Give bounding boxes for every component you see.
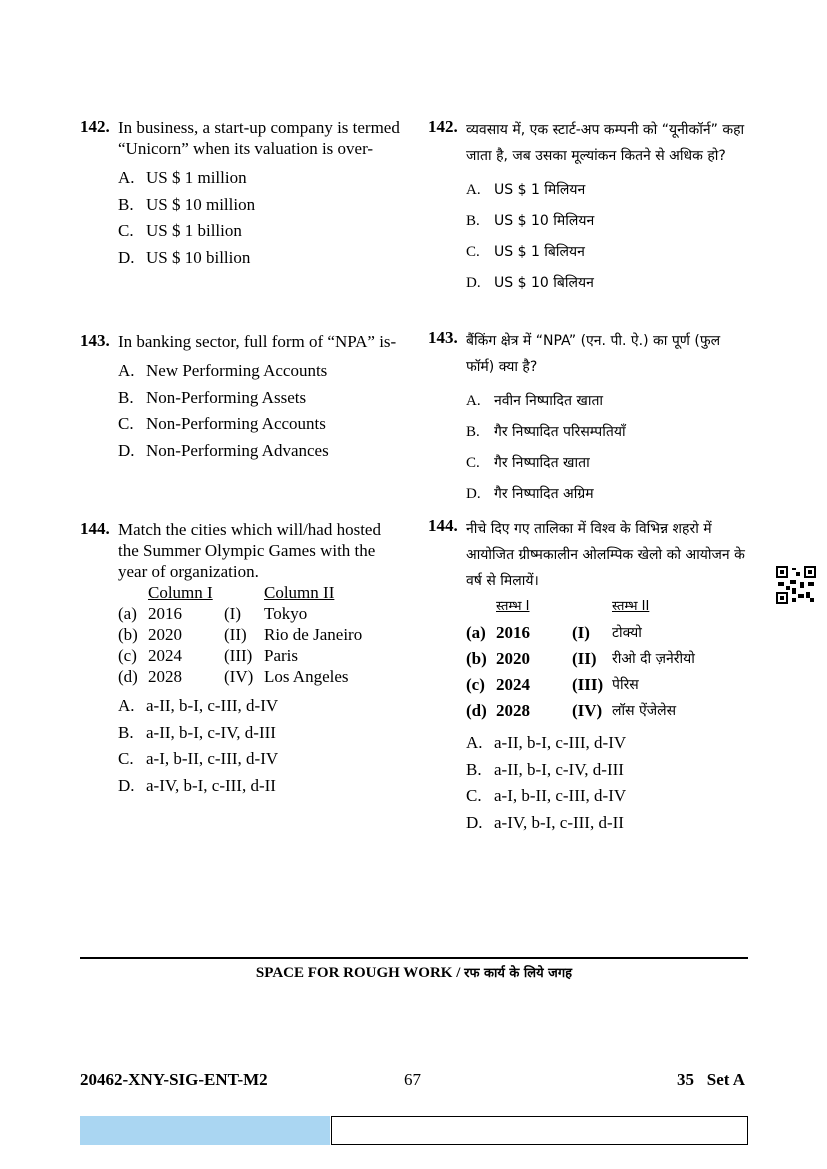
- question-text: व्यवसाय में, एक स्टार्ट-अप कम्पनी को “यूनीकॉर्न” कहा जाता है, जब उसका मूल्यांकन कितने से अधिक हो?: [466, 122, 745, 164]
- question-144-en: [80, 519, 400, 799]
- table-row: (d) 2028 (IV) Los Angeles: [118, 667, 349, 686]
- question-142-en: [80, 117, 400, 271]
- option-c[interactable]: C. US $ 1 बिलियन: [466, 244, 585, 260]
- divider: [80, 957, 748, 959]
- table-row: (c) 2024 (III) पेरिस: [466, 675, 639, 694]
- table-row: (a) 2016 (I) टोक्यो: [466, 623, 642, 642]
- question-text: In banking sector, full form of “NPA” is-: [118, 332, 397, 351]
- option-d[interactable]: D. गैर निष्पादित अग्रिम: [466, 486, 594, 502]
- option-b[interactable]: B. Non-Performing Assets: [118, 387, 307, 407]
- question-142-hi: [428, 117, 748, 299]
- table-row: (b) 2020 (II) Rio de Janeiro: [118, 625, 363, 644]
- column-2-header: Column II: [264, 583, 335, 602]
- paper-code: 20462-XNY-SIG-ENT-M2: [80, 1070, 268, 1089]
- match-table: [118, 582, 362, 687]
- question-text: In business, a start-up company is termed “Unicorn” when its valuation is over-: [118, 118, 400, 158]
- question-143-hi: [428, 328, 748, 510]
- question-143-en: [80, 331, 400, 464]
- option-d[interactable]: D. US $ 10 billion: [118, 247, 251, 267]
- column-1-header: Column I: [148, 583, 213, 602]
- option-c[interactable]: C. US $ 1 billion: [118, 221, 242, 240]
- question-number: 143.: [428, 328, 458, 347]
- option-b[interactable]: B. गैर निष्पादित परिसम्पतियाँ: [466, 424, 626, 440]
- table-row: (b) 2020 (II) रीओ दी ज़नेरीयो: [466, 649, 695, 668]
- option-b[interactable]: B. US $ 10 मिलियन: [466, 213, 595, 229]
- table-row: (a) 2016 (I) Tokyo: [118, 604, 308, 623]
- question-text: बैंकिंग क्षेत्र में “NPA” (एन. पी. ऐ.) का पूर्ण (फुल फॉर्म) क्या है?: [466, 333, 721, 375]
- option-b[interactable]: B. a-II, b-I, c-IV, d-III: [466, 759, 624, 779]
- rough-work-label: SPACE FOR ROUGH WORK / रफ कार्य के लिये जगह: [255, 965, 573, 981]
- match-table: [466, 594, 695, 724]
- set-label: 35 Set A: [677, 1070, 745, 1089]
- option-a[interactable]: A. नवीन निष्पादित खाता: [466, 393, 604, 409]
- table-row: (c) 2024 (III) Paris: [118, 646, 298, 665]
- footer-box: [331, 1116, 748, 1145]
- options-list: [118, 358, 400, 464]
- options-list: [466, 386, 748, 510]
- question-number: 142.: [80, 117, 110, 136]
- option-a[interactable]: A. a-II, b-I, c-III, d-IV: [466, 733, 627, 752]
- option-c[interactable]: C. गैर निष्पादित खाता: [466, 455, 590, 471]
- question-number: 144.: [80, 519, 110, 538]
- option-b[interactable]: B. a-II, b-I, c-IV, d-III: [118, 722, 276, 742]
- question-144-hi: [428, 516, 748, 836]
- question-number: 143.: [80, 331, 110, 350]
- option-d[interactable]: D. Non-Performing Advances: [118, 440, 329, 460]
- option-c[interactable]: C. a-I, b-II, c-III, d-IV: [118, 749, 279, 768]
- options-list: [466, 730, 748, 836]
- question-text: Match the cities which will/had hosted the Summer Olympic Games with the year of organization.: [118, 520, 381, 581]
- option-c[interactable]: C. a-I, b-II, c-III, d-IV: [466, 786, 627, 805]
- option-b[interactable]: B. US $ 10 million: [118, 194, 256, 214]
- table-row: (d) 2028 (IV) लॉस ऐंजेलेस: [466, 701, 677, 720]
- option-d[interactable]: D. a-IV, b-I, c-III, d-II: [118, 775, 276, 795]
- question-number: 144.: [428, 516, 458, 535]
- qr-code-icon: [776, 566, 816, 604]
- option-c[interactable]: C. Non-Performing Accounts: [118, 414, 326, 433]
- option-d[interactable]: D. a-IV, b-I, c-III, d-II: [466, 812, 624, 832]
- options-list: [466, 175, 748, 299]
- column-1-header: स्तम्भ I: [496, 599, 530, 614]
- footer-color-bar: [80, 1116, 330, 1145]
- options-list: [118, 693, 400, 799]
- option-a[interactable]: A. New Performing Accounts: [118, 361, 328, 380]
- option-a[interactable]: A. a-II, b-I, c-III, d-IV: [118, 696, 279, 715]
- column-2-header: स्तम्भ II: [612, 599, 650, 614]
- question-text: नीचे दिए गए तालिका में विश्व के विभिन्न शहरो में आयोजित ग्रीष्मकालीन ओलम्पिक खेलो को आयोजन के वर्ष से मिलायें।: [466, 521, 745, 589]
- option-a[interactable]: A. US $ 1 मिलियन: [466, 182, 586, 198]
- page-number: 67: [404, 1070, 421, 1089]
- option-a[interactable]: A. US $ 1 million: [118, 168, 247, 187]
- option-d[interactable]: D. US $ 10 बिलियन: [466, 275, 594, 291]
- question-number: 142.: [428, 117, 458, 136]
- options-list: [118, 165, 400, 271]
